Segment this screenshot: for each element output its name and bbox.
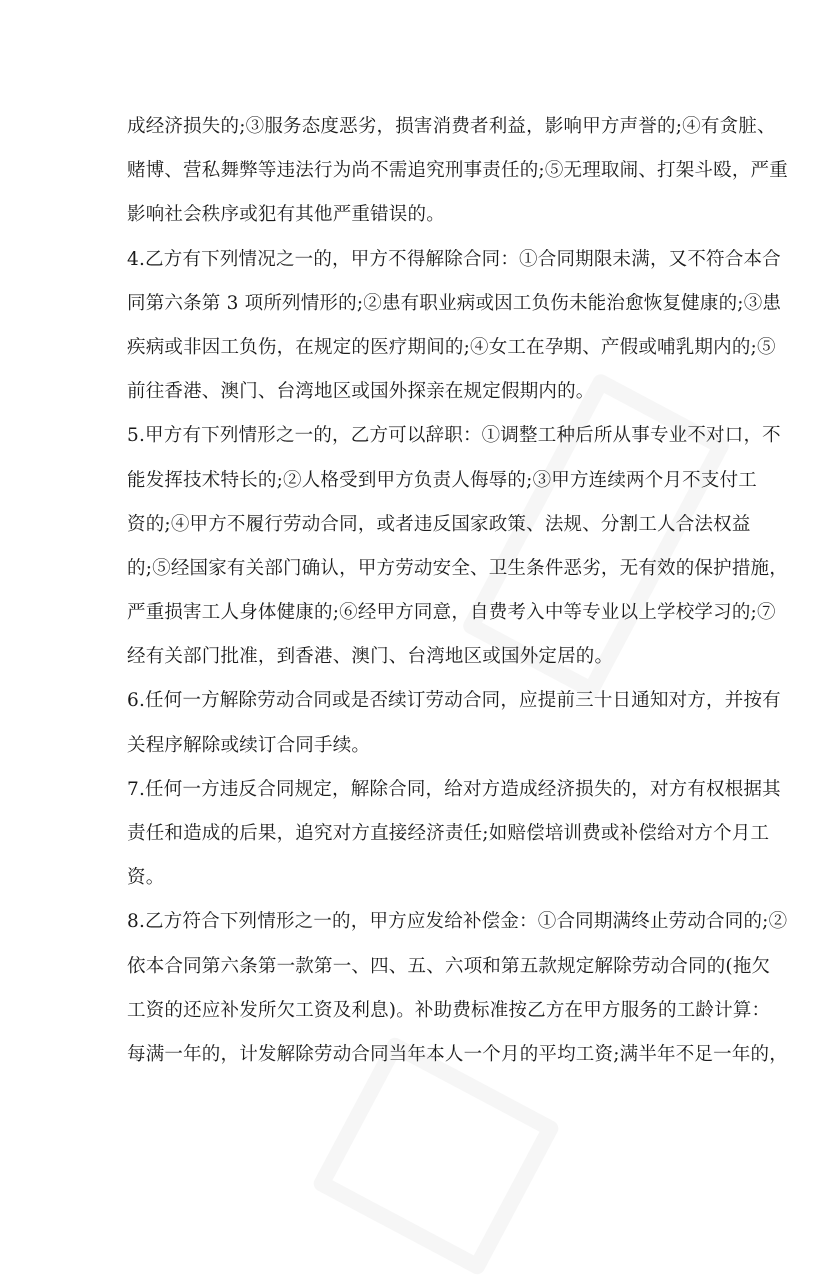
text-line: 每满一年的，计发解除劳动合同当年本人一个月的平均工资;满半年不足一年的，: [127, 1043, 788, 1065]
paragraph: [127, 105, 788, 238]
document-body: [127, 105, 788, 1077]
text-line: 能发挥技术特长的;②人格受到甲方负责人侮辱的;③甲方连续两个月不支付工: [127, 469, 757, 491]
text-line: 经有关部门批准，到香港、澳门、台湾地区或国外定居的。: [127, 646, 614, 668]
paragraph: [127, 900, 788, 1077]
text-line: 工资的还应补发所欠工资及利息)。补助费标准按乙方在甲方服务的工龄计算：: [127, 999, 771, 1021]
text-line: 的;⑤经国家有关部门确认，甲方劳动安全、卫生条件恶劣，无有效的保护措施，: [127, 557, 788, 579]
paragraph: [127, 679, 781, 767]
text-line: 4.乙方有下列情况之一的，甲方不得解除合同：①合同期限未满，又不符合本合: [127, 248, 781, 270]
text-line: 严重损害工人身体健康的;⑥经甲方同意，自费考入中等专业以上学校学习的;⑦: [127, 602, 776, 624]
text-line: 前往香港、澳门、台湾地区或国外探亲在规定假期内的。: [127, 381, 595, 403]
text-line: 6.任何一方解除劳动合同或是否续订劳动合同，应提前三十日通知对方，并按有: [127, 690, 781, 712]
text-line: 5.甲方有下列情形之一的，乙方可以辞职：①调整工种后所从事专业不对口，不: [127, 425, 781, 447]
text-line: 影响社会秩序或犯有其他严重错误的。: [127, 204, 445, 226]
text-line: 责任和造成的后果，追究对方直接经济责任;如赔偿培训费或补偿给对方个月工: [127, 823, 770, 844]
text-line: 成经济损失的;③服务态度恶劣，损害消费者利益，影响甲方声誉的;④有贪脏、: [127, 116, 776, 137]
text-line: 疾病或非因工负伤，在规定的医疗期间的;④女工在孕期、产假或哺乳期内的;⑤: [127, 336, 776, 358]
paragraph: [127, 414, 788, 679]
text-line: 同第六条第 3 项所列情形的;②患有职业病或因工负伤未能治愈恢复健康的;③患: [127, 292, 782, 314]
text-line: 7.任何一方违反合同规定，解除合同，给对方造成经济损失的，对方有权根据其: [127, 778, 781, 800]
paragraph: [127, 768, 781, 901]
text-line: 关程序解除或续订合同手续。: [127, 734, 371, 756]
paragraph: [127, 238, 782, 415]
text-line: 赌博、营私舞弊等违法行为尚不需追究刑事责任的;⑤无理取闹、打架斗殴，严重: [127, 160, 788, 182]
text-line: 资的;④甲方不履行劳动合同，或者违反国家政策、法规、分割工人合法权益: [127, 513, 751, 535]
text-line: 8.乙方符合下列情形之一的，甲方应发给补偿金：①合同期满终止劳动合同的;②: [127, 911, 788, 933]
text-line: 依本合同第六条第一款第一、四、五、六项和第五款规定解除劳动合同的(拖欠: [127, 955, 771, 977]
text-line: 资。: [127, 867, 165, 889]
